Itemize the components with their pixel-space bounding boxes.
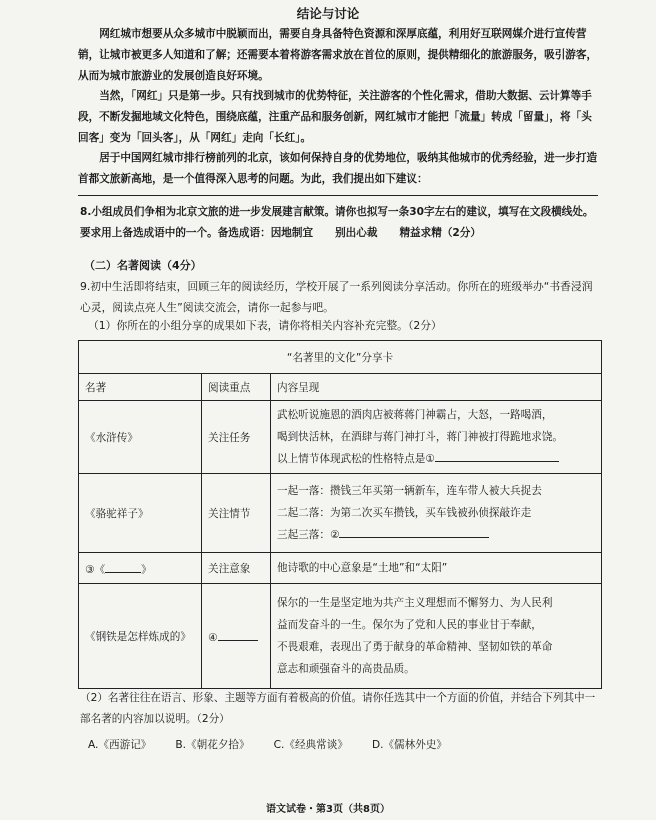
reading-focus: 关注任务 — [202, 401, 271, 474]
option-b[interactable]: B.《朝花夕拾》 — [175, 739, 250, 751]
book-name-cell — [79, 553, 202, 584]
content-cell — [271, 584, 602, 689]
option-c[interactable]: C.《经典常谈》 — [273, 739, 348, 751]
answer-blank-4[interactable] — [218, 628, 258, 641]
paragraph-3: 居于中国网红城市排行榜前列的北京，该如何保持自身的优势地位，吸纳其他城市的优秀经验，进一步打造首都文旅新高地，是一个值得深入思考的问题。为此，我们提出如下建议： — [78, 152, 598, 185]
answer-line — [78, 195, 598, 196]
content-line: 二起二落：为第二次买车攒钱，买车钱被孙侦探敲诈走 — [277, 507, 532, 519]
answer-blank-2[interactable] — [339, 525, 489, 538]
question-9-1: （1）你所在的小组分享的成果如下表，请你将相关内容补充完整。（2分） — [88, 319, 442, 332]
paragraph-1: 网红城市想要从众多城市中脱颖而出，需要自身具备特色资源和深厚底蕴，利用好互联网媒介进行宣传营销，让城市被更多人知道和了解；还需要本着将游客需求放在首位的原则，提供精细化的旅游服务，吸引游客，从而为城市旅游业的发展创造良好环境。 — [78, 28, 598, 82]
content-line — [277, 524, 595, 546]
answer-blank-3[interactable] — [105, 560, 141, 573]
table-row — [79, 474, 602, 553]
idiom-1: 因地制宜 — [270, 227, 314, 239]
reading-focus: 关注意象 — [202, 553, 271, 584]
option-d[interactable]: D.《儒林外史》 — [371, 739, 448, 751]
question-8 — [80, 202, 600, 244]
reading-focus-cell — [202, 584, 271, 689]
content-line: 不畏艰难，表现出了勇于献身的革命精神、坚韧如铁的革命 — [277, 641, 553, 653]
question-8-text: 8.小组成员们争相为北京文旅的进一步发展建言献策。请你也拟写一条30字左右的建议，填写在文段横线处。要求用上备选成语中的一个。备选成语： — [80, 206, 594, 239]
book-name: 《骆驼祥子》 — [79, 474, 202, 553]
book-name-suffix: 》 — [141, 563, 152, 576]
question-9-intro: 9.初中生活即将结束，回顾三年的阅读经历，学校开展了一系列阅读分享活动。你所在的班级举办“书香浸润心灵，阅读点亮人生”阅读交流会，请你一起参与吧。 — [80, 280, 593, 314]
options-list — [88, 737, 588, 752]
table-row — [79, 401, 602, 474]
table-row — [79, 584, 602, 689]
content-line: 保尔的一生是坚定地为共产主义理想而不懈努力、为人民利 — [277, 597, 553, 609]
question-8-score: （2分） — [441, 227, 481, 239]
book-name: 《钢铁是怎样炼成的》 — [79, 584, 202, 689]
question-9-2: （2）名著往往在语言、形象、主题等方面有着极高的价值。请你任选其中一个方面的价值，并结合下列其中一部名著的内容加以说明。（2分） — [80, 692, 596, 725]
section-2-heading: （二）名著阅读（4分） — [84, 259, 202, 272]
header-book: 名著 — [79, 374, 202, 401]
content-line: 他诗歌的中心意象是“土地”和“太阳” — [277, 562, 448, 574]
content-cell — [271, 401, 602, 474]
page-footer: 语文试卷・第3页（共8页） — [266, 804, 390, 815]
card-title: “名著里的文化”分享卡 — [79, 341, 602, 374]
option-a[interactable]: A.《西游记》 — [88, 739, 152, 751]
content-line — [277, 448, 595, 470]
content-cell — [271, 553, 602, 584]
content-line: 意志和顽强奋斗的高贵品质。 — [277, 663, 415, 675]
content-line: 喝到快活林，在酒肆与蒋门神打斗，蒋门神被打得跪地求饶。 — [277, 431, 564, 443]
idiom-3: 精益求精 — [399, 227, 442, 239]
reading-focus: 关注情节 — [202, 474, 271, 553]
reading-focus-prefix: ④ — [208, 632, 218, 644]
paragraph-2: 当然，「网红」只是第一步。只有找到城市的优势特征，关注游客的个性化需求，借助大数据、云计算等手段，不断发掘地域文化特色，围绕底蕴，注重产品和服务创新，网红城市才能把「流量」转成「留量」，将「头回客」变为「回头客」，从「网红」走向「长红」。 — [78, 90, 592, 144]
share-card-table — [78, 340, 602, 689]
header-content: 内容呈现 — [271, 374, 602, 401]
content-cell — [271, 474, 602, 553]
table-row — [79, 553, 602, 584]
content-line: 一起一落：攒钱三年买第一辆新车，连车带人被大兵捉去 — [277, 485, 542, 497]
book-name: 《水浒传》 — [79, 401, 202, 474]
idiom-2: 别出心裁 — [335, 227, 378, 239]
content-line-text: 以上情节体现武松的性格特点是① — [277, 453, 435, 465]
content-line-text: 三起三落：② — [277, 529, 340, 541]
section-title: 结论与讨论 — [296, 6, 360, 21]
header-focus: 阅读重点 — [202, 374, 271, 401]
content-line: 益而发奋斗的一生。保尔为了党和人民的事业甘于奉献， — [277, 619, 542, 631]
content-line: 武松听说施恩的酒肉店被蒋蒋门神霸占，大怒，一路喝酒， — [277, 409, 553, 421]
book-name-prefix: ③《 — [85, 563, 106, 576]
answer-blank-1[interactable] — [435, 449, 559, 462]
